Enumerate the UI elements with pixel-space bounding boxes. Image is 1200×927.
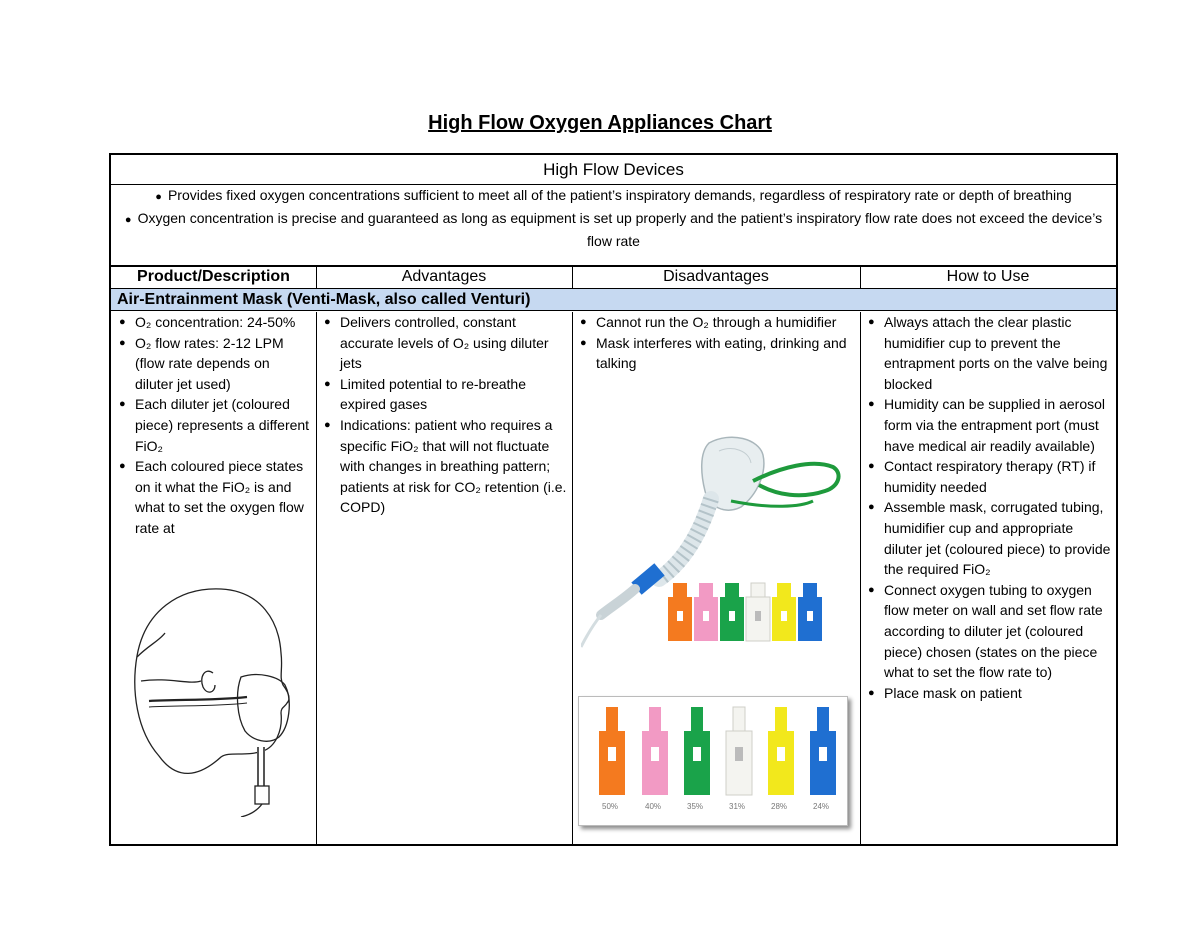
list-item: ● Connect oxygen tubing to oxygen flow meter on wall and set flow rate according to diluter jet (coloured piece) chosen (states on the piece what to set the flow rate to) xyxy=(868,581,1103,681)
divider xyxy=(860,312,861,844)
list-item: ● O₂ flow rates: 2-12 LPM (flow rate depends on diluter jet used) xyxy=(119,334,284,392)
list-item: ● Delivers controlled, constant accurate levels of O₂ using diluter jets xyxy=(324,314,549,372)
list-item: ● Cannot run the O₂ through a humidifier xyxy=(574,312,858,333)
list-item: ● O₂ concentration: 24-50% xyxy=(113,312,311,333)
bullet-icon: ● xyxy=(324,316,331,328)
appliances-table xyxy=(109,153,1118,846)
bullet-icon: ● xyxy=(119,460,126,473)
list-item: ● Contact respiratory therapy (RT) if humidity needed xyxy=(868,458,1096,495)
divider xyxy=(860,265,861,289)
column-header-product: Product/Description xyxy=(111,265,316,289)
intro-bullet: ● Oxygen concentration is precise and guaranteed as long as equipment is set up properly and the patient’s inspiratory flow rate does not exceed the device’s flow rate xyxy=(124,210,1103,249)
jet-label: 40% xyxy=(645,802,662,811)
list-item: ● Mask interferes with eating, drinking and talking xyxy=(580,334,847,372)
list-item: ● Each coloured piece states on it what the FiO₂ is and what to set the oxygen flow rate at xyxy=(119,458,304,536)
patient-mask-illustration xyxy=(129,581,299,817)
jet-label: 24% xyxy=(813,802,830,811)
divider xyxy=(572,312,573,844)
list-item: ● Limited potential to re-breathe expired gases xyxy=(324,375,526,413)
bullet-icon: ● xyxy=(324,418,331,431)
diluter-jets-graphic xyxy=(579,697,847,825)
bullet-icon: ● xyxy=(580,316,587,328)
bullet-icon: ● xyxy=(155,191,162,203)
bullet-icon: ● xyxy=(580,336,587,349)
divider xyxy=(572,265,573,289)
bullet-icon: ● xyxy=(868,501,875,514)
jet-label: 35% xyxy=(687,802,704,811)
list-item: ● Place mask on patient xyxy=(862,683,1114,704)
column-header-disadvantages: Disadvantages xyxy=(572,265,860,289)
disadvantages-cell xyxy=(574,312,858,374)
bullet-icon: ● xyxy=(119,316,126,328)
section-air-entrainment-mask: Air-Entrainment Mask (Venti-Mask, also called Venturi) xyxy=(111,289,1116,311)
bullet-icon: ● xyxy=(868,460,875,473)
diluter-jets-photo xyxy=(578,696,848,826)
bullet-icon: ● xyxy=(868,316,875,328)
bullet-icon: ● xyxy=(868,583,875,596)
product-cell xyxy=(113,312,311,539)
page-title: High Flow Oxygen Appliances Chart xyxy=(428,112,772,134)
jet-label: 31% xyxy=(729,802,746,811)
jet-label: 50% xyxy=(602,802,619,811)
advantages-cell xyxy=(318,312,570,518)
list-item: ● Each diluter jet (coloured piece) represents a different FiO₂ xyxy=(119,396,310,454)
intro-bullet: ● Provides fixed oxygen concentrations sufficient to meet all of the patient’s inspiratory demands, regardless of respiratory rate or depth of breathing xyxy=(155,187,1072,203)
column-header-how-to-use: How to Use xyxy=(860,265,1116,289)
bullet-icon: ● xyxy=(868,686,875,699)
bullet-icon: ● xyxy=(119,336,126,349)
bullet-icon: ● xyxy=(119,398,126,411)
intro-section xyxy=(111,184,1116,267)
venturi-mask-photo xyxy=(581,411,853,683)
list-item: ● Assemble mask, corrugated tubing, humidifier cup and appropriate diluter jet (coloured piece) to provide the required FiO₂ xyxy=(868,499,1111,578)
list-item: ● Humidity can be supplied in aerosol form via the entrapment port (must have medical air readily available) xyxy=(868,396,1106,454)
jet-label: 28% xyxy=(771,802,788,811)
list-item: ● Indications: patient who requires a specific FiO₂ that will not fluctuate with changes in breathing pattern; patients at risk for CO₂ retention (i.e. COPD) xyxy=(324,416,567,516)
how-to-use-cell xyxy=(862,312,1114,703)
list-item: ● Always attach the clear plastic humidifier cup to prevent the entrapment ports on the valve being blocked xyxy=(868,314,1108,392)
bullet-icon: ● xyxy=(324,377,331,390)
bullet-icon: ● xyxy=(868,398,875,411)
bullet-icon: ● xyxy=(124,214,132,226)
table-header: High Flow Devices xyxy=(111,155,1116,185)
column-header-advantages: Advantages xyxy=(316,265,572,289)
divider xyxy=(316,265,317,289)
divider xyxy=(316,312,317,844)
